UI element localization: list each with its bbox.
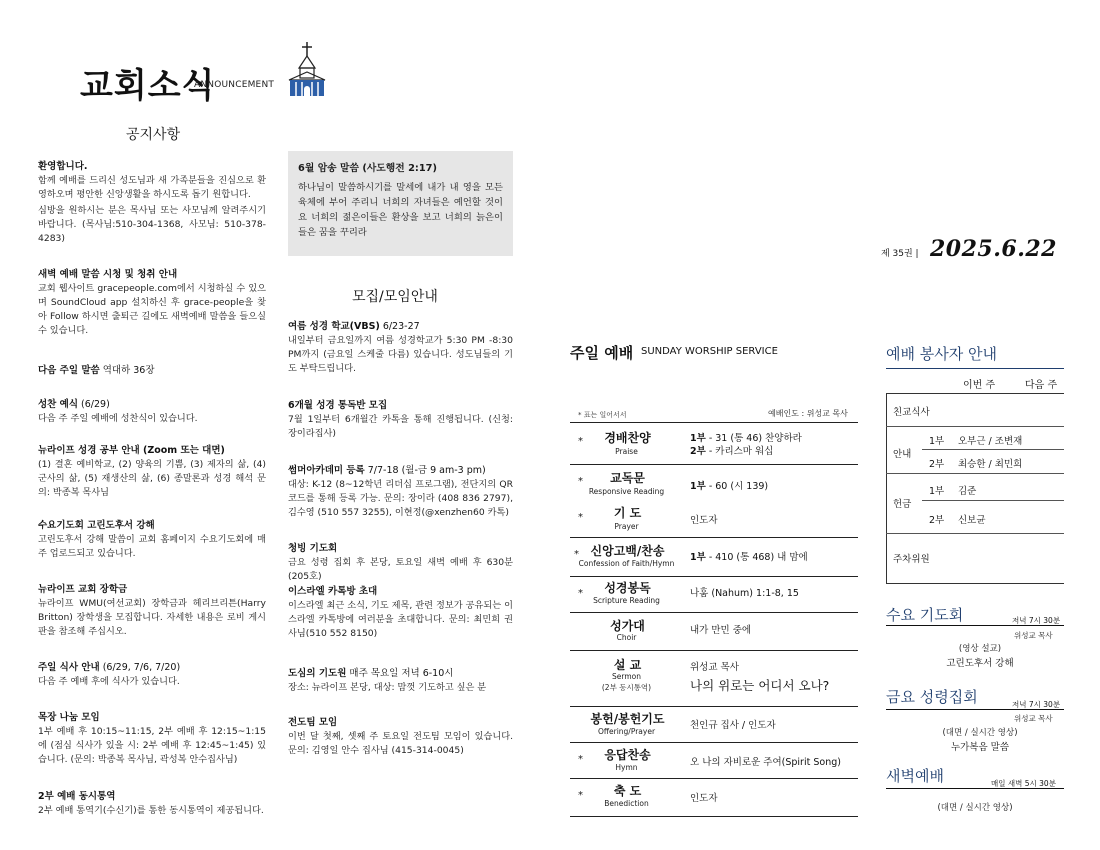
order-detail: 오 나의 자비로운 주여(Spirit Song) bbox=[690, 757, 841, 768]
notice-next-sermon bbox=[38, 364, 266, 378]
order-detail: 1부 - 31 (통 46) 찬양하라 bbox=[690, 433, 802, 444]
worship-row-prayer bbox=[570, 500, 858, 538]
stand-marker: * bbox=[578, 754, 583, 765]
volunteer-usher-names-1: 오부근 / 조변재 bbox=[958, 436, 1023, 447]
table-divider bbox=[886, 533, 1064, 534]
worship-row-scripture bbox=[570, 576, 858, 612]
notice-small-group bbox=[38, 711, 266, 767]
notices-heading: 공지사항 bbox=[126, 127, 181, 143]
order-name: 성경봉독 bbox=[604, 581, 651, 595]
recruit-title: 청빙 기도회 bbox=[288, 543, 338, 554]
wednesday-time: 저녁 7시 30분 bbox=[1012, 616, 1061, 625]
notice-bible-study bbox=[38, 444, 266, 500]
worship-row-praise bbox=[570, 424, 858, 464]
order-name: 성가대 bbox=[610, 619, 645, 633]
recruit-title: 여름 성경 학교(VBS) bbox=[288, 321, 380, 332]
notice-body: 2부 예배 통역기(수신기)를 통한 동시통역이 제공됩니다. bbox=[38, 805, 264, 816]
order-name-note: (2부 동시통역) bbox=[601, 683, 652, 692]
notice-title: 성찬 예식 bbox=[38, 399, 79, 410]
volunteer-role-usher: 안내 bbox=[893, 449, 912, 460]
worship-note: * 표는 일어서서 bbox=[578, 411, 627, 419]
notice-body: 뉴라이프 WMU(여선교회) 장학금과 헤리브리튼(Harry Britton) 장학생을 모집합니다. 자세한 내용은 로비 게시판을 참조해 주십시오. bbox=[38, 598, 266, 637]
notice-title: 2부 예배 동시통역 bbox=[38, 791, 116, 802]
volunteer-offering-service-1: 1부 bbox=[929, 486, 945, 497]
sermon-title: 나의 위로는 어디서 오나? bbox=[690, 678, 830, 693]
order-name-en: Prayer bbox=[614, 522, 639, 531]
order-name: 응답찬송 bbox=[604, 748, 651, 762]
worship-row-offering bbox=[570, 706, 858, 742]
church-icon bbox=[285, 42, 329, 98]
recruit-body: 내일부터 금요일까지 여름 성경학교가 5:30 PM -8:30 PM까지 (금요일 스케줄 다름) 있습니다. 성도님들의 기도 부탁드립니다. bbox=[288, 335, 513, 374]
dawn-title: 새벽예배 bbox=[886, 767, 944, 785]
notice-title: 수요기도회 고린도후서 강해 bbox=[38, 520, 155, 531]
recruit-israel bbox=[288, 585, 513, 641]
volunteer-offering-names-2: 신보균 bbox=[958, 515, 986, 526]
volunteer-role-fellowship: 친교식사 bbox=[893, 407, 930, 418]
volunteer-role-parking: 주차위원 bbox=[893, 554, 930, 565]
recruit-body: 7월 1일부터 6개월간 카톡을 통해 진행됩니다. (신청: 장이라집사) bbox=[288, 414, 513, 439]
order-name: 기 도 bbox=[613, 506, 642, 520]
notice-title: 주일 식사 안내 bbox=[38, 662, 100, 673]
notice-title: 목장 나눔 모임 bbox=[38, 712, 100, 723]
recruit-vbs bbox=[288, 320, 513, 376]
notice-scholarship bbox=[38, 583, 266, 639]
row-divider bbox=[570, 816, 858, 817]
recruit-title: 도심의 기도원 bbox=[288, 668, 347, 679]
issue-volume: 제 35권 | bbox=[881, 249, 919, 259]
table-divider bbox=[922, 449, 1064, 450]
order-name: 경배찬양 bbox=[604, 431, 651, 445]
wednesday-rule bbox=[886, 625, 1064, 626]
worship-top-rule bbox=[570, 422, 858, 423]
recruit-heading: 모집/모임안내 bbox=[352, 289, 438, 305]
order-detail: 1부 - 410 (통 468) 내 맘에 bbox=[690, 552, 808, 563]
volunteer-usher-service-2: 2부 bbox=[929, 459, 945, 470]
recruit-title-suffix: 매주 목요일 저녁 6-10시 bbox=[346, 668, 454, 679]
recruit-prayer-house bbox=[288, 667, 513, 695]
friday-rule bbox=[886, 709, 1064, 710]
friday-title: 금요 성령집회 bbox=[886, 688, 978, 706]
order-name-en: Offering/Prayer bbox=[597, 727, 656, 736]
notice-body: 다음 주 주일 예배에 성찬식이 있습니다. bbox=[38, 413, 198, 424]
order-detail: 천인규 집사 / 인도자 bbox=[690, 720, 776, 731]
order-name-en: Benediction bbox=[604, 799, 649, 808]
volunteers-title-rule bbox=[886, 368, 1064, 369]
volunteers-title: 예배 봉사자 안내 bbox=[886, 345, 997, 363]
friday-time: 저녁 7시 30분 bbox=[1012, 700, 1061, 709]
order-name-en: Confession of Faith/Hymn bbox=[578, 559, 675, 568]
worship-row-hymn bbox=[570, 742, 858, 778]
notice-dawn-sermon bbox=[38, 268, 266, 338]
volunteer-usher-service-1: 1부 bbox=[929, 436, 945, 447]
recruit-title: 썸머아카데미 등록 bbox=[288, 465, 365, 476]
order-name: 설 교 bbox=[613, 658, 642, 672]
friday-mode: (대면 / 실시간 영상) bbox=[942, 728, 1018, 738]
notice-wednesday bbox=[38, 519, 266, 561]
order-name: 봉헌/봉헌기도 bbox=[590, 712, 665, 726]
friday-topic: 누가복음 말씀 bbox=[950, 742, 1010, 753]
order-name: 교독문 bbox=[610, 471, 645, 485]
notice-title: 뉴라이프 성경 공부 안내 (Zoom 또는 대면) bbox=[38, 445, 225, 456]
stand-marker: * bbox=[578, 588, 583, 599]
recruit-evangelism bbox=[288, 716, 513, 758]
notice-interpretation bbox=[38, 790, 266, 818]
order-name-en: Sermon bbox=[612, 672, 641, 681]
wednesday-speaker: 위성교 목사 bbox=[1014, 631, 1053, 640]
notice-communion bbox=[38, 398, 266, 426]
recruit-body: 대상: K-12 (8~12학년 리더십 프로그램), 전단지의 QR코드를 통해 등록 가능. 문의: 장이라 (408 836 2797), 김수영 (510 557 3255), 이현정(@xenzhen60 카톡) bbox=[288, 479, 513, 518]
notice-title: 뉴라이프 교회 장학금 bbox=[38, 584, 128, 595]
page-title: 교회소식 bbox=[80, 66, 216, 106]
notice-title: 새벽 예배 말씀 시청 및 청취 안내 bbox=[38, 269, 178, 280]
volunteers-col-next-week: 다음 주 bbox=[1025, 380, 1058, 391]
volunteer-offering-service-2: 2부 bbox=[929, 515, 945, 526]
recruit-title: 6개월 성경 통독반 모집 bbox=[288, 400, 388, 411]
recruit-body: 금요 성령 집회 후 본당, 토요일 새벽 예배 후 630분 (205호) bbox=[288, 557, 513, 582]
recruit-bible-reading bbox=[288, 399, 513, 441]
stand-marker: * bbox=[578, 512, 583, 523]
recruit-title-suffix: 7/7-18 (월-금 9 am-3 pm) bbox=[364, 465, 486, 476]
order-name-en: Hymn bbox=[615, 763, 638, 772]
notice-body: 함께 예배를 드리신 성도님과 새 가족분들을 진심으로 환영하오며 평안한 신앙생활을 하시도록 돕기 원합니다. bbox=[38, 175, 266, 200]
volunteer-role-offering: 헌금 bbox=[893, 499, 912, 510]
worship-row-benediction bbox=[570, 778, 858, 818]
wednesday-title: 수요 기도회 bbox=[886, 606, 964, 624]
notice-body: 다음 주 예배 후에 식사가 있습니다. bbox=[38, 676, 180, 687]
order-name-en: Scripture Reading bbox=[593, 596, 660, 605]
dawn-time: 매일 새벽 5시 30분 bbox=[991, 779, 1056, 788]
order-detail: 1부 - 60 (시 139) bbox=[690, 481, 769, 492]
order-detail: 나훔 (Nahum) 1:1-8, 15 bbox=[690, 588, 799, 599]
notice-lunch bbox=[38, 661, 266, 689]
recruit-summer-academy bbox=[288, 464, 513, 520]
sermon-preacher: 위성교 목사 bbox=[690, 662, 739, 673]
worship-row-sermon bbox=[570, 650, 858, 706]
notice-body: 교회 웹사이트 gracepeople.com에서 시청하실 수 있으며 SoundCloud app 설치하신 후 grace-people을 찾아 Follow 하시면 출퇴근 길에도 새벽예배 말씀을 들으실 수 있습니다. bbox=[38, 283, 266, 336]
notice-body: 고린도후서 강해 말씀이 교회 홈페이지 수요기도회에 매주 업로드되고 있습니다. bbox=[38, 534, 266, 559]
table-divider bbox=[886, 426, 1064, 427]
stand-marker: * bbox=[574, 549, 579, 560]
order-name: 신앙고백/찬송 bbox=[590, 544, 665, 558]
stand-marker: * bbox=[578, 476, 583, 487]
worship-row-confession bbox=[570, 537, 858, 577]
order-name-en: Choir bbox=[616, 633, 637, 642]
worship-row-choir bbox=[570, 612, 858, 650]
notice-body: 심방을 원하시는 분은 목사님 또는 사모님께 알려주시기 바랍니다. (목사님:510-304-1368, 사모님: 510-378-4283) bbox=[38, 205, 266, 244]
wednesday-topic: 고린도후서 강해 bbox=[946, 658, 1014, 669]
order-detail: 내가 만민 중에 bbox=[690, 625, 752, 636]
verse-title: 6월 암송 말씀 (사도행전 2:17) bbox=[298, 163, 437, 174]
recruit-title: 전도팀 모임 bbox=[288, 717, 338, 728]
notice-title: 환영합니다. bbox=[38, 161, 88, 172]
table-divider bbox=[922, 500, 1064, 501]
worship-title: 주일 예배 bbox=[570, 344, 634, 362]
recruit-prayer bbox=[288, 542, 513, 584]
dawn-rule bbox=[886, 788, 1064, 789]
worship-title-en: SUNDAY WORSHIP SERVICE bbox=[641, 346, 778, 357]
recruit-title: 이스라엘 카톡방 초대 bbox=[288, 586, 378, 597]
volunteers-col-this-week: 이번 주 bbox=[963, 380, 996, 391]
stand-marker: * bbox=[578, 436, 583, 447]
order-detail: 인도자 bbox=[690, 793, 718, 804]
recruit-title-suffix: 6/23-27 bbox=[379, 321, 420, 332]
memory-verse-box bbox=[288, 151, 513, 256]
notice-welcome bbox=[38, 160, 266, 246]
recruit-body: 이번 달 첫째, 셋째 주 토요일 전도팀 모임이 있습니다. 문의: 김영일 안수 집사님 (415-314-0045) bbox=[288, 731, 513, 756]
page-subtitle: ANNOUNCEMENT bbox=[194, 80, 275, 90]
notice-body: 1부 예배 후 10:15~11:15, 2부 예배 후 12:15~1:15에 (점심 식사가 있을 시: 2부 예배 후 12:45~1:45) 있습니다. (문의: 박종복 목사님, 곽성복 안수집사님) bbox=[38, 726, 266, 765]
verse-text: 하나님이 말씀하시기를 말세에 내가 내 영을 모든 육체에 부어 주리니 너희의 자녀들은 예언할 것이요 너희의 젊은이들은 환상을 보고 너희의 늙은이들은 꿈을 꾸리라 bbox=[298, 182, 503, 238]
order-name-en: Praise bbox=[615, 447, 638, 456]
recruit-body: 이스라엘 최근 소식, 기도 제목, 관련 정보가 공유되는 이스라엘 카톡방에 여러분을 초대합니다. 문의: 최민희 권사님(510 552 8150) bbox=[288, 600, 513, 639]
wednesday-mode: (영상 설교) bbox=[958, 644, 1002, 654]
friday-speaker: 위성교 목사 bbox=[1014, 714, 1053, 723]
order-detail: 인도자 bbox=[690, 515, 718, 526]
notice-title: 다음 주일 말씀 bbox=[38, 365, 100, 376]
stand-marker: * bbox=[578, 790, 583, 801]
order-detail: 2부 - 카리스마 워십 bbox=[690, 446, 774, 457]
notice-title-suffix: (6/29) bbox=[78, 399, 110, 410]
table-divider bbox=[886, 473, 1064, 474]
order-name-en: Responsive Reading bbox=[588, 487, 665, 496]
notice-title-suffix: (6/29, 7/6, 7/20) bbox=[99, 662, 181, 673]
issue-date: 2025.6.22 bbox=[930, 236, 1057, 262]
dawn-mode: (대면 / 실시간 영상) bbox=[937, 803, 1013, 813]
order-name: 축 도 bbox=[613, 784, 642, 798]
notice-title-suffix: 역대하 36장 bbox=[99, 365, 155, 376]
notice-body: (1) 결혼 예비학교, (2) 양육의 기쁨, (3) 제자의 삶, (4) 군사의 삶, (5) 재생산의 삶, (6) 종말론과 성경 해석 문의: 박종복 목사님 bbox=[38, 459, 266, 498]
volunteer-usher-names-2: 최승한 / 최민희 bbox=[958, 459, 1023, 470]
recruit-body: 장소: 뉴라이프 본당, 대상: 맘껏 기도하고 싶은 분 bbox=[288, 682, 487, 693]
volunteer-offering-names-1: 김준 bbox=[958, 486, 977, 497]
worship-leader: 예배인도 : 위성교 목사 bbox=[768, 409, 848, 418]
